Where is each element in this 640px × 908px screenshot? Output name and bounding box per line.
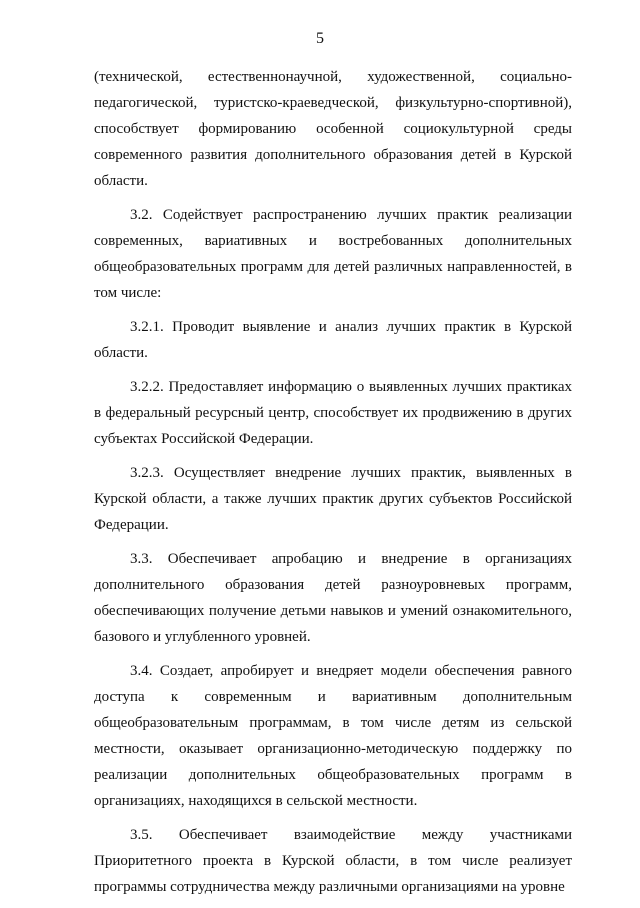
paragraph-3-2: 3.2. Содействует распространению лучших практик реализации современных, вариативных и востребованных дополнительных общеобразовательных программ для детей различных направленностей, в том числе: [94,207,572,301]
paragraph-3-2-3: 3.2.3. Осуществляет внедрение лучших практик, выявленных в Курской области, а также лучших практик других субъектов Российской Федерации. [94,465,572,533]
paragraph-3-2-1: 3.2.1. Проводит выявление и анализ лучших практик в Курской области. [94,319,572,361]
paragraph-3-5: 3.5. Обеспечивает взаимодействие между участниками Приоритетного проекта в Курской области, в том числе реализует программы сотрудничества между различными организациями на уровне [94,827,572,895]
paragraph-3-4: 3.4. Создает, апробирует и внедряет модели обеспечения равного доступа к современным и вариативным дополнительным общеобразовательным программам, в том числе детям из сельской местности, оказывает организационно-методическую поддержку по реализации дополнительных общеобразовательных программ в организациях, находящихся в сельской местности. [94,663,572,809]
document-body [94,64,572,908]
paragraph-continuation: (технической, естественнонаучной, художественной, социально-педагогической, туристско-краеведческой, физкультурно-спортивной), способствует формированию особенной социокультурной среды современного развития дополнительного образования детей в Курской области. [94,69,572,189]
paragraph-3-2-2: 3.2.2. Предоставляет информацию о выявленных лучших практиках в федеральный ресурсный центр, способствует их продвижению в других субъектах Российской Федерации. [94,379,572,447]
paragraph-3-3: 3.3. Обеспечивает апробацию и внедрение в организациях дополнительного образования детей разноуровневых программ, обеспечивающих получение детьми навыков и умений ознакомительного, базового и углубленного уровней. [94,551,572,645]
page-number: 5 [316,30,324,47]
